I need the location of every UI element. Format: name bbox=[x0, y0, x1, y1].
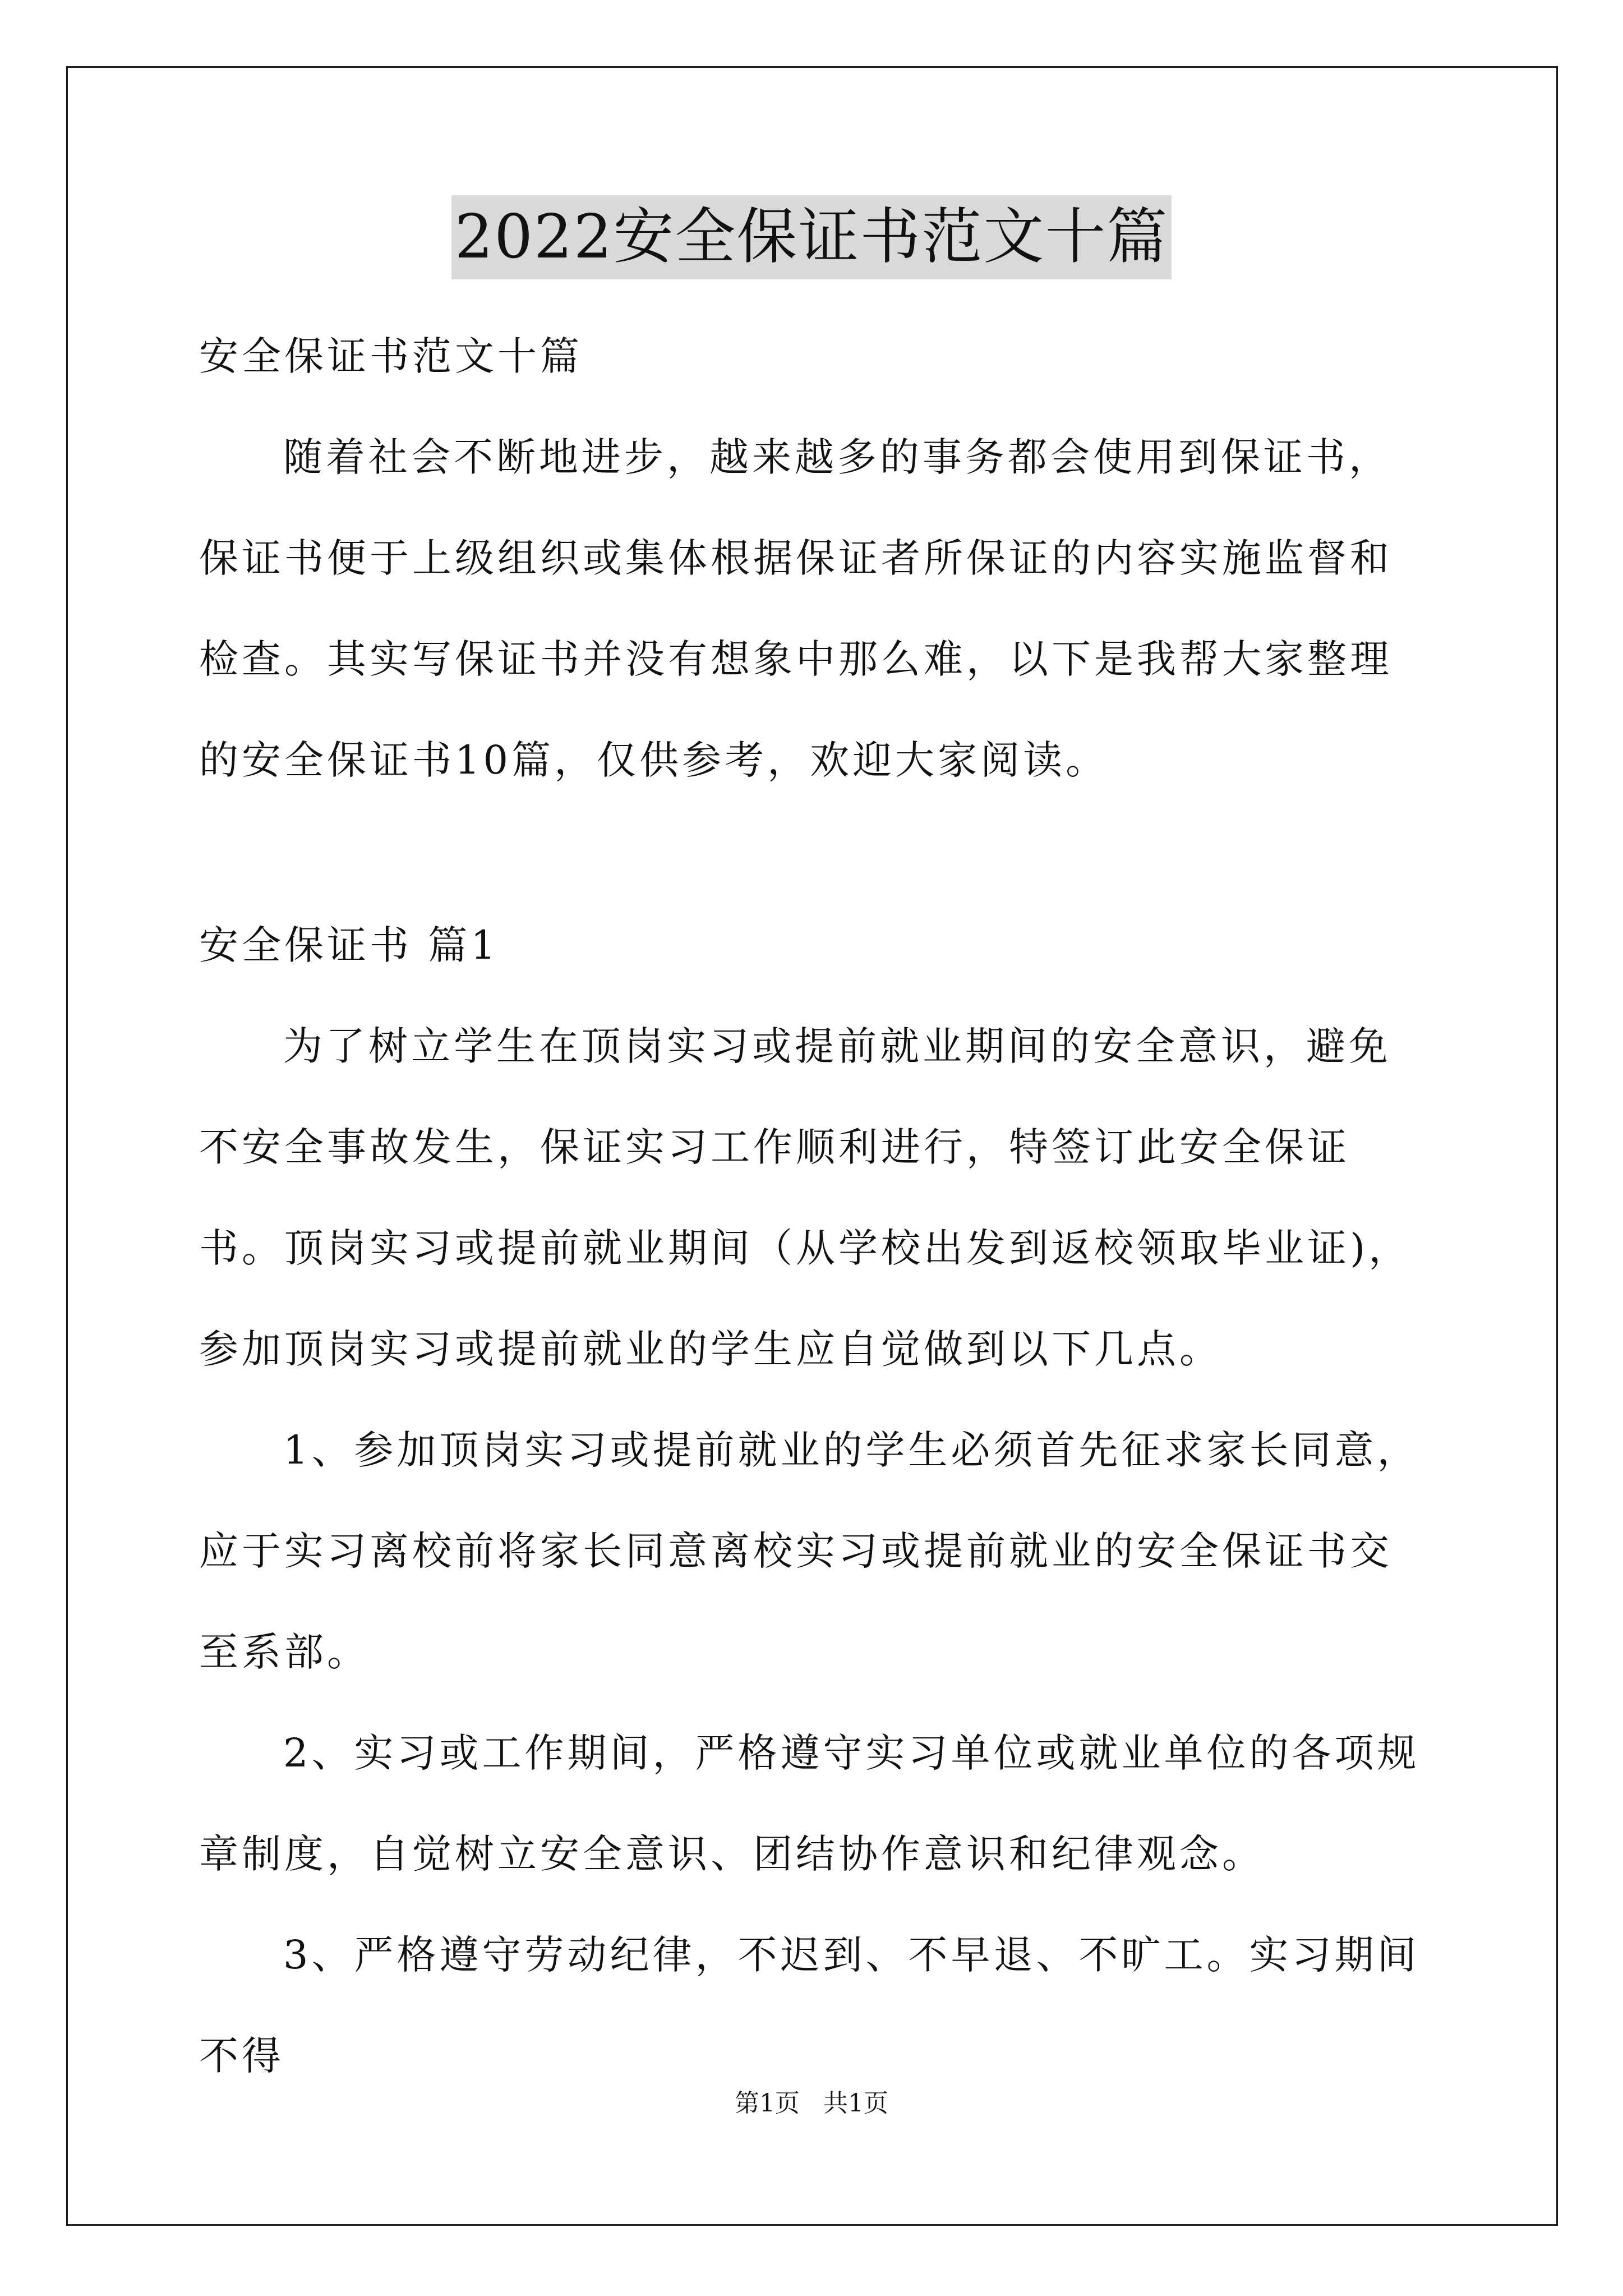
document-title: 2022安全保证书范文十篇 bbox=[451, 195, 1172, 279]
section-paragraph: 2、实习或工作期间，严格遵守实习单位或就业单位的各项规章制度，自觉树立安全意识、团结协作意识和纪律观念。 bbox=[199, 1730, 1420, 1877]
section-paragraph: 为了树立学生在顶岗实习或提前就业期间的安全意识，避免不安全事故发生，保证实习工作顺利进行，特签订此安全保证书。顶岗实习或提前就业期间（从学校出发到返校领取毕业证)，参加顶岗实习或提前就业的学生应自觉做到以下几点。 bbox=[199, 1023, 1412, 1372]
section-spacer bbox=[199, 811, 1430, 895]
subtitle: 安全保证书范文十篇 bbox=[199, 333, 583, 379]
page-number: 第1页 共1页 bbox=[735, 2089, 888, 2118]
intro-paragraph: 随着社会不断地进步，越来越多的事务都会使用到保证书，保证书便于上级组织或集体根据保证者所保证的内容实施监督和检查。其实写保证书并没有想象中那么难，以下是我帮大家整理的安全保证书10篇，仅供参考，欢迎大家阅读。 bbox=[199, 434, 1393, 783]
section-heading: 安全保证书 篇1 bbox=[199, 922, 499, 968]
section-paragraph: 1、参加顶岗实习或提前就业的学生必须首先征求家长同意，应于实习离校前将家长同意离校实习或提前就业的安全保证书交至系部。 bbox=[199, 1427, 1420, 1675]
title-container bbox=[0, 195, 1623, 279]
section-paragraph: 3、严格遵守劳动纪律，不迟到、不早退、不旷工。实习期间不得 bbox=[199, 1932, 1420, 2079]
document-body bbox=[199, 306, 1430, 2106]
